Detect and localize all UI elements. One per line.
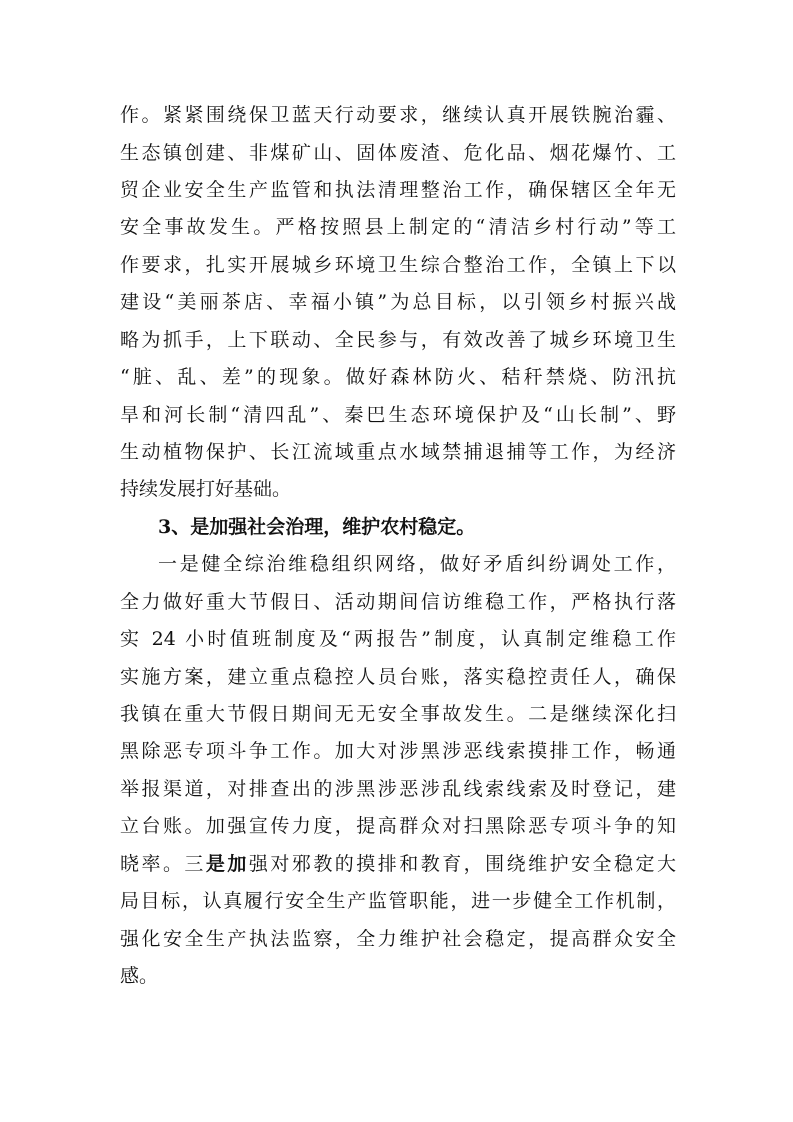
paragraph-line: 立台账。加强宣传力度，提高群众对扫黑除恶专项斗争的知 bbox=[120, 815, 676, 837]
paragraph-line: 旱和河长制“清四乱”、秦巴生态环境保护及“山长制”、野 bbox=[120, 404, 676, 426]
paragraph-line: 持续发展打好基础。 bbox=[120, 478, 292, 500]
paragraph-line: 感。 bbox=[120, 965, 159, 987]
paragraph-line: 强化安全生产执法监察，全力维护社会稳定，提高群众安全 bbox=[120, 928, 676, 950]
paragraph-line-bold-prefix: 晓率。三是加强对邪教的摸排和教育，围绕维护安全稳定大 bbox=[120, 853, 676, 875]
paragraph-line: 黑除恶专项斗争工作。加大对涉黑涉恶线索摸排工作，畅通 bbox=[120, 740, 676, 762]
paragraph-line: 略为抓手，上下联动、全民参与，有效改善了城乡环境卫生 bbox=[120, 329, 676, 351]
paragraph-line: 局目标，认真履行安全生产监管职能，进一步健全工作机制， bbox=[120, 890, 676, 912]
paragraph-line: 我镇在重大节假日期间无无安全事故发生。二是继续深化扫 bbox=[120, 703, 676, 725]
paragraph-line: 建设“美丽茶店、幸福小镇”为总目标，以引领乡村振兴战 bbox=[120, 291, 676, 313]
paragraph-line: 全力做好重大节假日、活动期间信访维稳工作，严格执行落 bbox=[120, 591, 676, 613]
paragraph-line: 举报渠道，对排查出的涉黑涉恶涉乱线索线索及时登记，建 bbox=[120, 778, 676, 800]
paragraph-line: “脏、乱、差”的现象。做好森林防火、秸秆禁烧、防汛抗 bbox=[120, 366, 676, 388]
paragraph-line: 生态镇创建、非煤矿山、固体废渣、危化品、烟花爆竹、工 bbox=[120, 142, 676, 164]
paragraph-line: 作要求，扎实开展城乡环境卫生综合整治工作，全镇上下以 bbox=[120, 254, 676, 276]
paragraph-line: 安全事故发生。严格按照县上制定的“清洁乡村行动”等工 bbox=[120, 216, 676, 238]
paragraph-line: 实 24 小时值班制度及“两报告”制度，认真制定维稳工作 bbox=[120, 628, 676, 650]
paragraph-line: 实施方案，建立重点稳控人员台账，落实稳控责任人，确保 bbox=[120, 666, 676, 688]
bold-inline-text: 是加 bbox=[205, 853, 249, 875]
paragraph-line: 生动植物保护、长江流域重点水域禁捕退捕等工作，为经济 bbox=[120, 441, 676, 463]
paragraph-line: 一是健全综治维稳组织网络，做好矛盾纠纷调处工作， bbox=[158, 553, 676, 575]
paragraph-line: 贸企业安全生产监管和执法清理整治工作，确保辖区全年无 bbox=[120, 179, 676, 201]
section-heading: 3、是加强社会治理，维护农村稳定。 bbox=[158, 516, 476, 538]
paragraph-line: 作。紧紧围绕保卫蓝天行动要求，继续认真开展铁腕治霾、 bbox=[120, 104, 676, 126]
